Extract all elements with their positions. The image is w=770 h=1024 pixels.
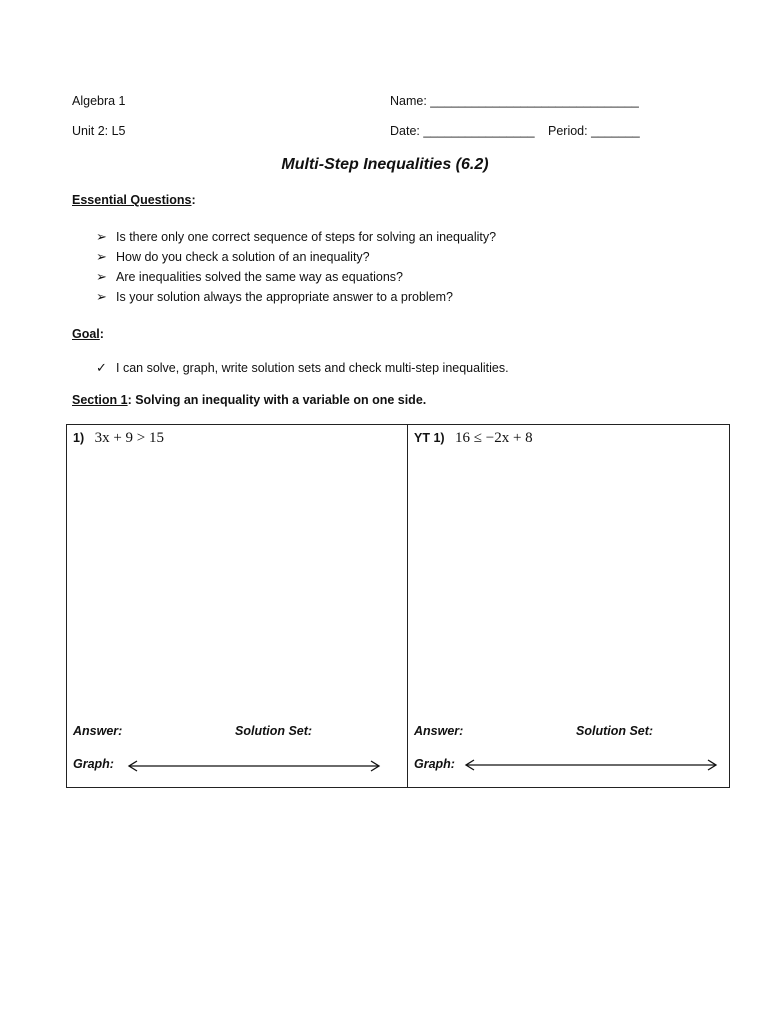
double-arrow-number-line-icon — [464, 758, 718, 772]
question-item — [96, 269, 403, 285]
answer-label: Answer: — [73, 724, 123, 738]
goal-item — [96, 360, 509, 376]
goal-label: Goal — [72, 327, 100, 341]
essential-questions-label: Essential Questions — [72, 193, 192, 207]
problem-expression: 16 ≤ −2x + 8 — [455, 430, 533, 446]
problem-grid — [66, 424, 730, 788]
course-name: Algebra 1 — [72, 94, 126, 108]
problem-number: YT 1) — [414, 431, 445, 445]
section-heading — [72, 393, 426, 407]
arrow-bullet-icon: ➢ — [96, 289, 107, 304]
problem-number: 1) — [73, 431, 85, 445]
arrow-bullet-icon: ➢ — [96, 229, 107, 244]
grid-divider — [407, 425, 408, 787]
goal-text: I can solve, graph, write solution sets and check multi-step inequalities. — [116, 361, 509, 375]
question-item — [96, 229, 496, 245]
solution-set-label: Solution Set: — [576, 724, 654, 738]
page-title: Multi-Step Inequalities (6.2) — [281, 156, 489, 173]
date-field: Date: ________________ — [390, 124, 535, 138]
checkmark-icon: ✓ — [96, 360, 107, 375]
problem-header — [73, 429, 164, 447]
section-label: Section 1 — [72, 393, 128, 407]
graph-label: Graph: — [414, 757, 455, 771]
problem-header — [414, 429, 533, 447]
question-item — [96, 289, 453, 305]
question-text: Is there only one correct sequence of steps for solving an inequality? — [116, 230, 497, 244]
goal-colon: : — [99, 327, 104, 341]
question-item — [96, 249, 370, 265]
unit-label: Unit 2: L5 — [72, 124, 126, 138]
double-arrow-number-line-icon — [127, 759, 381, 773]
question-text: How do you check a solution of an inequality? — [116, 250, 370, 264]
essential-questions-heading — [72, 193, 196, 207]
name-field: Name: ______________________________ — [390, 94, 639, 108]
question-text: Are inequalities solved the same way as equations? — [116, 270, 403, 284]
essential-questions-colon: : — [191, 193, 196, 207]
arrow-bullet-icon: ➢ — [96, 269, 107, 284]
goal-heading — [72, 327, 104, 341]
solution-set-label: Solution Set: — [235, 724, 313, 738]
problem-expression: 3x + 9 > 15 — [94, 430, 164, 446]
answer-label: Answer: — [414, 724, 464, 738]
arrow-bullet-icon: ➢ — [96, 249, 107, 264]
question-text: Is your solution always the appropriate answer to a problem? — [116, 290, 453, 304]
section-description: : Solving an inequality with a variable on one side. — [127, 393, 427, 407]
period-field: Period: _______ — [548, 124, 640, 138]
graph-label: Graph: — [73, 757, 114, 771]
